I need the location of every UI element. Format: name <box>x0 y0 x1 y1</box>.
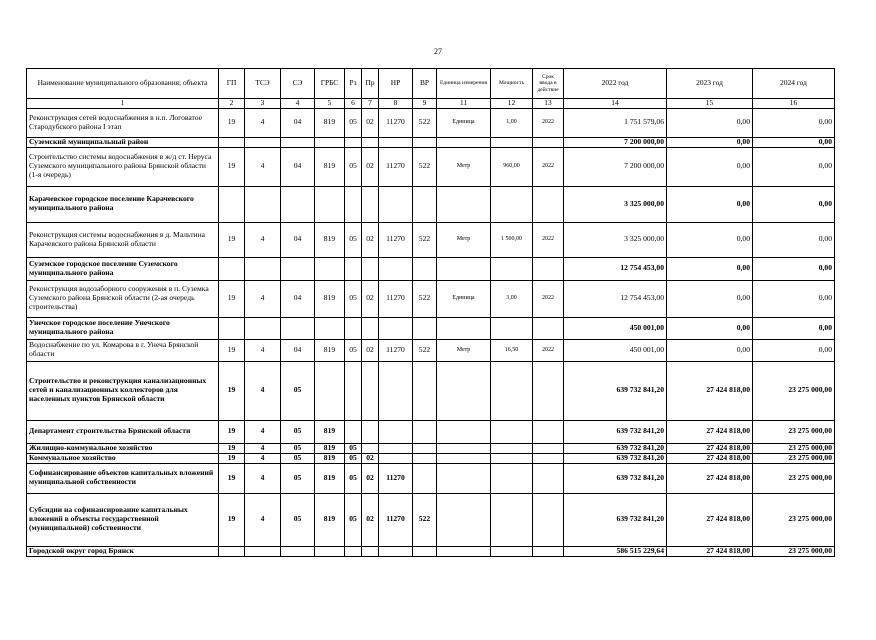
cell-rz: 05 <box>345 453 362 463</box>
cell-term <box>533 257 564 280</box>
cell-y2022: 639 732 841,20 <box>564 453 667 463</box>
cell-vr <box>413 257 437 280</box>
cell-unit: Единица <box>437 108 491 137</box>
cell-y2023: 0,00 <box>667 137 753 147</box>
cell-y2024: 23 275 000,00 <box>753 453 835 463</box>
cell-unit: Единица <box>437 280 491 317</box>
cell-rz <box>345 420 362 443</box>
cell-name: Водоснабжение по ул. Комарова в г. Унеча Брянской области <box>27 339 219 361</box>
cell-y2022: 639 732 841,20 <box>564 361 667 420</box>
column-number: 12 <box>491 99 533 109</box>
cell-grbs: 819 <box>315 222 345 257</box>
cell-gp <box>219 186 245 222</box>
table-row <box>27 463 835 493</box>
cell-name: Реконструкция водозаборного сооружения в п. Суземка Суземского района Брянской области (2-ая очередь строительства) <box>27 280 219 317</box>
table-row <box>27 546 835 556</box>
cell-grbs <box>315 361 345 420</box>
cell-grbs: 819 <box>315 420 345 443</box>
cell-rz <box>345 361 362 420</box>
cell-nr: 11270 <box>379 222 413 257</box>
cell-term <box>533 137 564 147</box>
cell-tse: 4 <box>245 222 281 257</box>
column-number: 5 <box>315 99 345 109</box>
cell-tse: 4 <box>245 280 281 317</box>
table-row <box>27 147 835 186</box>
cell-rz: 05 <box>345 222 362 257</box>
cell-y2024: 0,00 <box>753 222 835 257</box>
cell-term <box>533 317 564 339</box>
table-row <box>27 257 835 280</box>
page-number: 27 <box>434 47 442 56</box>
column-number: 15 <box>667 99 753 109</box>
cell-y2023: 27 424 818,00 <box>667 443 753 453</box>
cell-term: 2022 <box>533 222 564 257</box>
cell-capacity <box>491 463 533 493</box>
cell-term <box>533 493 564 546</box>
cell-unit: Метр <box>437 222 491 257</box>
cell-vr <box>413 361 437 420</box>
cell-rz <box>345 257 362 280</box>
cell-y2024: 0,00 <box>753 317 835 339</box>
cell-gp: 19 <box>219 147 245 186</box>
cell-gp <box>219 546 245 556</box>
cell-unit <box>437 493 491 546</box>
cell-y2022: 1 751 579,06 <box>564 108 667 137</box>
column-number: 16 <box>753 99 835 109</box>
cell-rz <box>345 317 362 339</box>
cell-capacity <box>491 443 533 453</box>
column-number: 9 <box>413 99 437 109</box>
cell-se <box>281 186 315 222</box>
cell-vr: 522 <box>413 147 437 186</box>
cell-tse <box>245 546 281 556</box>
table-row <box>27 186 835 222</box>
cell-y2022: 639 732 841,20 <box>564 463 667 493</box>
cell-pr <box>362 420 379 443</box>
column-number: 4 <box>281 99 315 109</box>
cell-name: Жилищно-коммунальное хозяйство <box>27 443 219 453</box>
cell-se <box>281 317 315 339</box>
cell-grbs <box>315 186 345 222</box>
cell-nr <box>379 453 413 463</box>
cell-term <box>533 443 564 453</box>
cell-unit <box>437 443 491 453</box>
cell-rz: 05 <box>345 147 362 186</box>
cell-vr <box>413 420 437 443</box>
cell-name: Строительство системы водоснабжения в ж/д ст. Неруса Суземского муниципального района Брянской области (1-я очередь) <box>27 147 219 186</box>
cell-unit <box>437 420 491 443</box>
cell-y2022: 639 732 841,20 <box>564 420 667 443</box>
cell-gp: 19 <box>219 108 245 137</box>
cell-vr <box>413 186 437 222</box>
cell-vr: 522 <box>413 339 437 361</box>
cell-y2024: 23 275 000,00 <box>753 361 835 420</box>
cell-name: Департамент строительства Брянской области <box>27 420 219 443</box>
cell-grbs <box>315 317 345 339</box>
cell-tse: 4 <box>245 108 281 137</box>
cell-vr <box>413 546 437 556</box>
cell-name: Карачевское городское поселение Карачевского муниципального района <box>27 186 219 222</box>
cell-gp: 19 <box>219 493 245 546</box>
cell-tse <box>245 186 281 222</box>
cell-pr: 02 <box>362 339 379 361</box>
cell-gp: 19 <box>219 443 245 453</box>
cell-unit <box>437 257 491 280</box>
table-row <box>27 420 835 443</box>
cell-y2023: 0,00 <box>667 222 753 257</box>
cell-se <box>281 257 315 280</box>
cell-pr: 02 <box>362 280 379 317</box>
cell-pr: 02 <box>362 147 379 186</box>
header-term: Срок ввода в действие <box>533 69 564 99</box>
cell-rz: 05 <box>345 443 362 453</box>
column-number: 7 <box>362 99 379 109</box>
cell-tse: 4 <box>245 463 281 493</box>
cell-unit: Метр <box>437 147 491 186</box>
cell-rz <box>345 137 362 147</box>
cell-grbs: 819 <box>315 443 345 453</box>
cell-capacity <box>491 186 533 222</box>
cell-y2023: 27 424 818,00 <box>667 453 753 463</box>
cell-se: 04 <box>281 147 315 186</box>
cell-name: Софинансирование объектов капитальных вложений муниципальной собственности <box>27 463 219 493</box>
cell-name: Строительство и реконструкция канализационных сетей и канализационных коллекторов для населенных пунктов Брянской области <box>27 361 219 420</box>
cell-pr <box>362 186 379 222</box>
cell-grbs: 819 <box>315 453 345 463</box>
cell-y2024: 23 275 000,00 <box>753 463 835 493</box>
cell-name: Коммунальное хозяйство <box>27 453 219 463</box>
header-2022: 2022 год <box>564 69 667 99</box>
cell-y2023: 0,00 <box>667 257 753 280</box>
cell-unit: Метр <box>437 339 491 361</box>
cell-y2024: 0,00 <box>753 147 835 186</box>
cell-se: 05 <box>281 463 315 493</box>
cell-unit <box>437 186 491 222</box>
cell-vr <box>413 443 437 453</box>
cell-y2022: 639 732 841,20 <box>564 443 667 453</box>
cell-pr: 02 <box>362 493 379 546</box>
header-tse: ТСЭ <box>245 69 281 99</box>
header-2024: 2024 год <box>753 69 835 99</box>
cell-y2022: 586 515 229,64 <box>564 546 667 556</box>
cell-name: Реконструкция сетей водоснабжения в н.п. Логоватое Стародубского района I этап <box>27 108 219 137</box>
cell-term <box>533 453 564 463</box>
cell-vr <box>413 137 437 147</box>
cell-y2023: 0,00 <box>667 186 753 222</box>
cell-y2022: 450 001,00 <box>564 317 667 339</box>
header-pr: Пр <box>362 69 379 99</box>
column-number: 11 <box>437 99 491 109</box>
cell-gp: 19 <box>219 222 245 257</box>
cell-grbs <box>315 137 345 147</box>
cell-unit <box>437 463 491 493</box>
cell-nr: 11270 <box>379 463 413 493</box>
cell-tse: 4 <box>245 420 281 443</box>
cell-gp: 19 <box>219 280 245 317</box>
cell-se: 04 <box>281 280 315 317</box>
cell-se <box>281 137 315 147</box>
header-capacity: Мощность <box>491 69 533 99</box>
cell-unit <box>437 453 491 463</box>
cell-rz: 05 <box>345 108 362 137</box>
table-row <box>27 339 835 361</box>
cell-nr: 11270 <box>379 280 413 317</box>
cell-grbs <box>315 257 345 280</box>
cell-capacity <box>491 361 533 420</box>
cell-y2023: 27 424 818,00 <box>667 420 753 443</box>
cell-nr <box>379 317 413 339</box>
header-se: СЭ <box>281 69 315 99</box>
cell-se: 04 <box>281 339 315 361</box>
cell-rz <box>345 186 362 222</box>
cell-rz: 05 <box>345 493 362 546</box>
cell-gp: 19 <box>219 339 245 361</box>
cell-name: Суземский муниципальный район <box>27 137 219 147</box>
cell-nr <box>379 420 413 443</box>
cell-gp <box>219 317 245 339</box>
cell-unit <box>437 546 491 556</box>
cell-nr: 11270 <box>379 339 413 361</box>
cell-gp: 19 <box>219 453 245 463</box>
cell-term <box>533 420 564 443</box>
header-name: Наименование муниципального образования; объекта <box>27 69 219 99</box>
cell-se <box>281 546 315 556</box>
cell-se: 05 <box>281 361 315 420</box>
cell-grbs: 819 <box>315 493 345 546</box>
table-row <box>27 317 835 339</box>
cell-name: Суземское городское поселение Суземского муниципального района <box>27 257 219 280</box>
header-grbs: ГРБС <box>315 69 345 99</box>
cell-y2023: 27 424 818,00 <box>667 361 753 420</box>
column-number: 2 <box>219 99 245 109</box>
cell-y2024: 0,00 <box>753 186 835 222</box>
cell-gp <box>219 137 245 147</box>
cell-y2022: 639 732 841,20 <box>564 493 667 546</box>
cell-y2024: 23 275 000,00 <box>753 443 835 453</box>
cell-name: Реконструкция системы водоснабжения в д. Мальтина Карачевского района Брянской области <box>27 222 219 257</box>
cell-grbs: 819 <box>315 280 345 317</box>
cell-rz: 05 <box>345 280 362 317</box>
column-number-row <box>27 99 835 109</box>
cell-pr: 02 <box>362 108 379 137</box>
cell-nr: 11270 <box>379 493 413 546</box>
cell-capacity <box>491 546 533 556</box>
cell-capacity <box>491 257 533 280</box>
cell-vr: 522 <box>413 108 437 137</box>
budget-table <box>26 68 835 557</box>
cell-se: 05 <box>281 493 315 546</box>
cell-capacity <box>491 317 533 339</box>
cell-y2024: 23 275 000,00 <box>753 546 835 556</box>
cell-term: 2022 <box>533 147 564 186</box>
cell-grbs <box>315 546 345 556</box>
cell-nr: 11270 <box>379 147 413 186</box>
cell-rz: 05 <box>345 339 362 361</box>
table-row <box>27 361 835 420</box>
cell-grbs: 819 <box>315 108 345 137</box>
cell-pr: 02 <box>362 453 379 463</box>
cell-tse: 4 <box>245 361 281 420</box>
cell-pr <box>362 443 379 453</box>
cell-pr <box>362 361 379 420</box>
cell-capacity: 16,50 <box>491 339 533 361</box>
cell-term: 2022 <box>533 280 564 317</box>
cell-y2023: 27 424 818,00 <box>667 463 753 493</box>
cell-y2022: 7 200 000,00 <box>564 137 667 147</box>
cell-gp: 19 <box>219 420 245 443</box>
cell-pr <box>362 317 379 339</box>
cell-y2024: 23 275 000,00 <box>753 420 835 443</box>
header-2023: 2023 год <box>667 69 753 99</box>
cell-y2022: 12 754 453,00 <box>564 280 667 317</box>
cell-term: 2022 <box>533 339 564 361</box>
cell-tse: 4 <box>245 339 281 361</box>
cell-capacity: 1 500,00 <box>491 222 533 257</box>
header-gp: ГП <box>219 69 245 99</box>
cell-capacity <box>491 420 533 443</box>
cell-term <box>533 463 564 493</box>
column-number: 6 <box>345 99 362 109</box>
cell-name: Унечское городское поселение Унечского муниципального района <box>27 317 219 339</box>
table-row <box>27 222 835 257</box>
cell-term <box>533 361 564 420</box>
header-unit: Единица измерения <box>437 69 491 99</box>
cell-capacity: 3,00 <box>491 280 533 317</box>
cell-y2024: 0,00 <box>753 280 835 317</box>
table-body <box>27 108 835 556</box>
cell-tse: 4 <box>245 453 281 463</box>
cell-grbs: 819 <box>315 463 345 493</box>
cell-gp <box>219 257 245 280</box>
table-row <box>27 443 835 453</box>
cell-y2023: 0,00 <box>667 147 753 186</box>
cell-tse <box>245 257 281 280</box>
column-number: 14 <box>564 99 667 109</box>
cell-y2024: 0,00 <box>753 108 835 137</box>
cell-nr <box>379 546 413 556</box>
cell-vr <box>413 463 437 493</box>
cell-se: 05 <box>281 420 315 443</box>
cell-tse: 4 <box>245 493 281 546</box>
cell-vr: 522 <box>413 222 437 257</box>
column-number: 8 <box>379 99 413 109</box>
cell-y2023: 0,00 <box>667 108 753 137</box>
cell-tse: 4 <box>245 443 281 453</box>
cell-y2023: 27 424 818,00 <box>667 546 753 556</box>
header-nr: НР <box>379 69 413 99</box>
cell-vr <box>413 317 437 339</box>
cell-gp: 19 <box>219 463 245 493</box>
cell-rz: 05 <box>345 463 362 493</box>
cell-pr: 02 <box>362 463 379 493</box>
cell-nr <box>379 361 413 420</box>
cell-tse: 4 <box>245 147 281 186</box>
cell-nr: 11270 <box>379 108 413 137</box>
column-number: 1 <box>27 99 219 109</box>
cell-y2022: 3 325 000,00 <box>564 222 667 257</box>
cell-rz <box>345 546 362 556</box>
table-row <box>27 108 835 137</box>
cell-unit <box>437 361 491 420</box>
cell-y2023: 27 424 818,00 <box>667 493 753 546</box>
cell-y2023: 0,00 <box>667 280 753 317</box>
cell-name: Субсидии на софинансирование капитальных вложений в объекты государственной (муниципальной) собственности <box>27 493 219 546</box>
cell-grbs: 819 <box>315 339 345 361</box>
cell-y2022: 450 001,00 <box>564 339 667 361</box>
cell-vr: 522 <box>413 493 437 546</box>
cell-y2024: 0,00 <box>753 339 835 361</box>
table-row <box>27 280 835 317</box>
cell-se: 05 <box>281 453 315 463</box>
cell-nr <box>379 443 413 453</box>
cell-nr <box>379 137 413 147</box>
cell-nr <box>379 186 413 222</box>
cell-y2024: 0,00 <box>753 137 835 147</box>
cell-pr: 02 <box>362 222 379 257</box>
header-vr: ВР <box>413 69 437 99</box>
cell-term <box>533 546 564 556</box>
cell-capacity <box>491 453 533 463</box>
cell-gp: 19 <box>219 361 245 420</box>
cell-vr <box>413 453 437 463</box>
cell-y2024: 23 275 000,00 <box>753 493 835 546</box>
cell-se: 04 <box>281 108 315 137</box>
cell-term <box>533 186 564 222</box>
cell-capacity <box>491 137 533 147</box>
cell-y2022: 3 325 000,00 <box>564 186 667 222</box>
cell-tse <box>245 317 281 339</box>
cell-capacity: 1,00 <box>491 108 533 137</box>
cell-nr <box>379 257 413 280</box>
cell-name: Городской округ город Брянск <box>27 546 219 556</box>
cell-tse <box>245 137 281 147</box>
cell-pr <box>362 257 379 280</box>
cell-capacity <box>491 493 533 546</box>
cell-y2023: 0,00 <box>667 339 753 361</box>
cell-term: 2022 <box>533 108 564 137</box>
cell-unit <box>437 137 491 147</box>
table-row <box>27 453 835 463</box>
cell-y2022: 7 200 000,00 <box>564 147 667 186</box>
cell-y2024: 0,00 <box>753 257 835 280</box>
column-number: 3 <box>245 99 281 109</box>
cell-capacity: 960,00 <box>491 147 533 186</box>
cell-y2023: 0,00 <box>667 317 753 339</box>
cell-se: 05 <box>281 443 315 453</box>
cell-unit <box>437 317 491 339</box>
header-rz: Рз <box>345 69 362 99</box>
cell-grbs: 819 <box>315 147 345 186</box>
cell-y2022: 12 754 453,00 <box>564 257 667 280</box>
cell-vr: 522 <box>413 280 437 317</box>
column-number: 13 <box>533 99 564 109</box>
table-row <box>27 493 835 546</box>
cell-pr <box>362 546 379 556</box>
cell-pr <box>362 137 379 147</box>
table-row <box>27 137 835 147</box>
cell-se: 04 <box>281 222 315 257</box>
header-row <box>27 69 835 99</box>
